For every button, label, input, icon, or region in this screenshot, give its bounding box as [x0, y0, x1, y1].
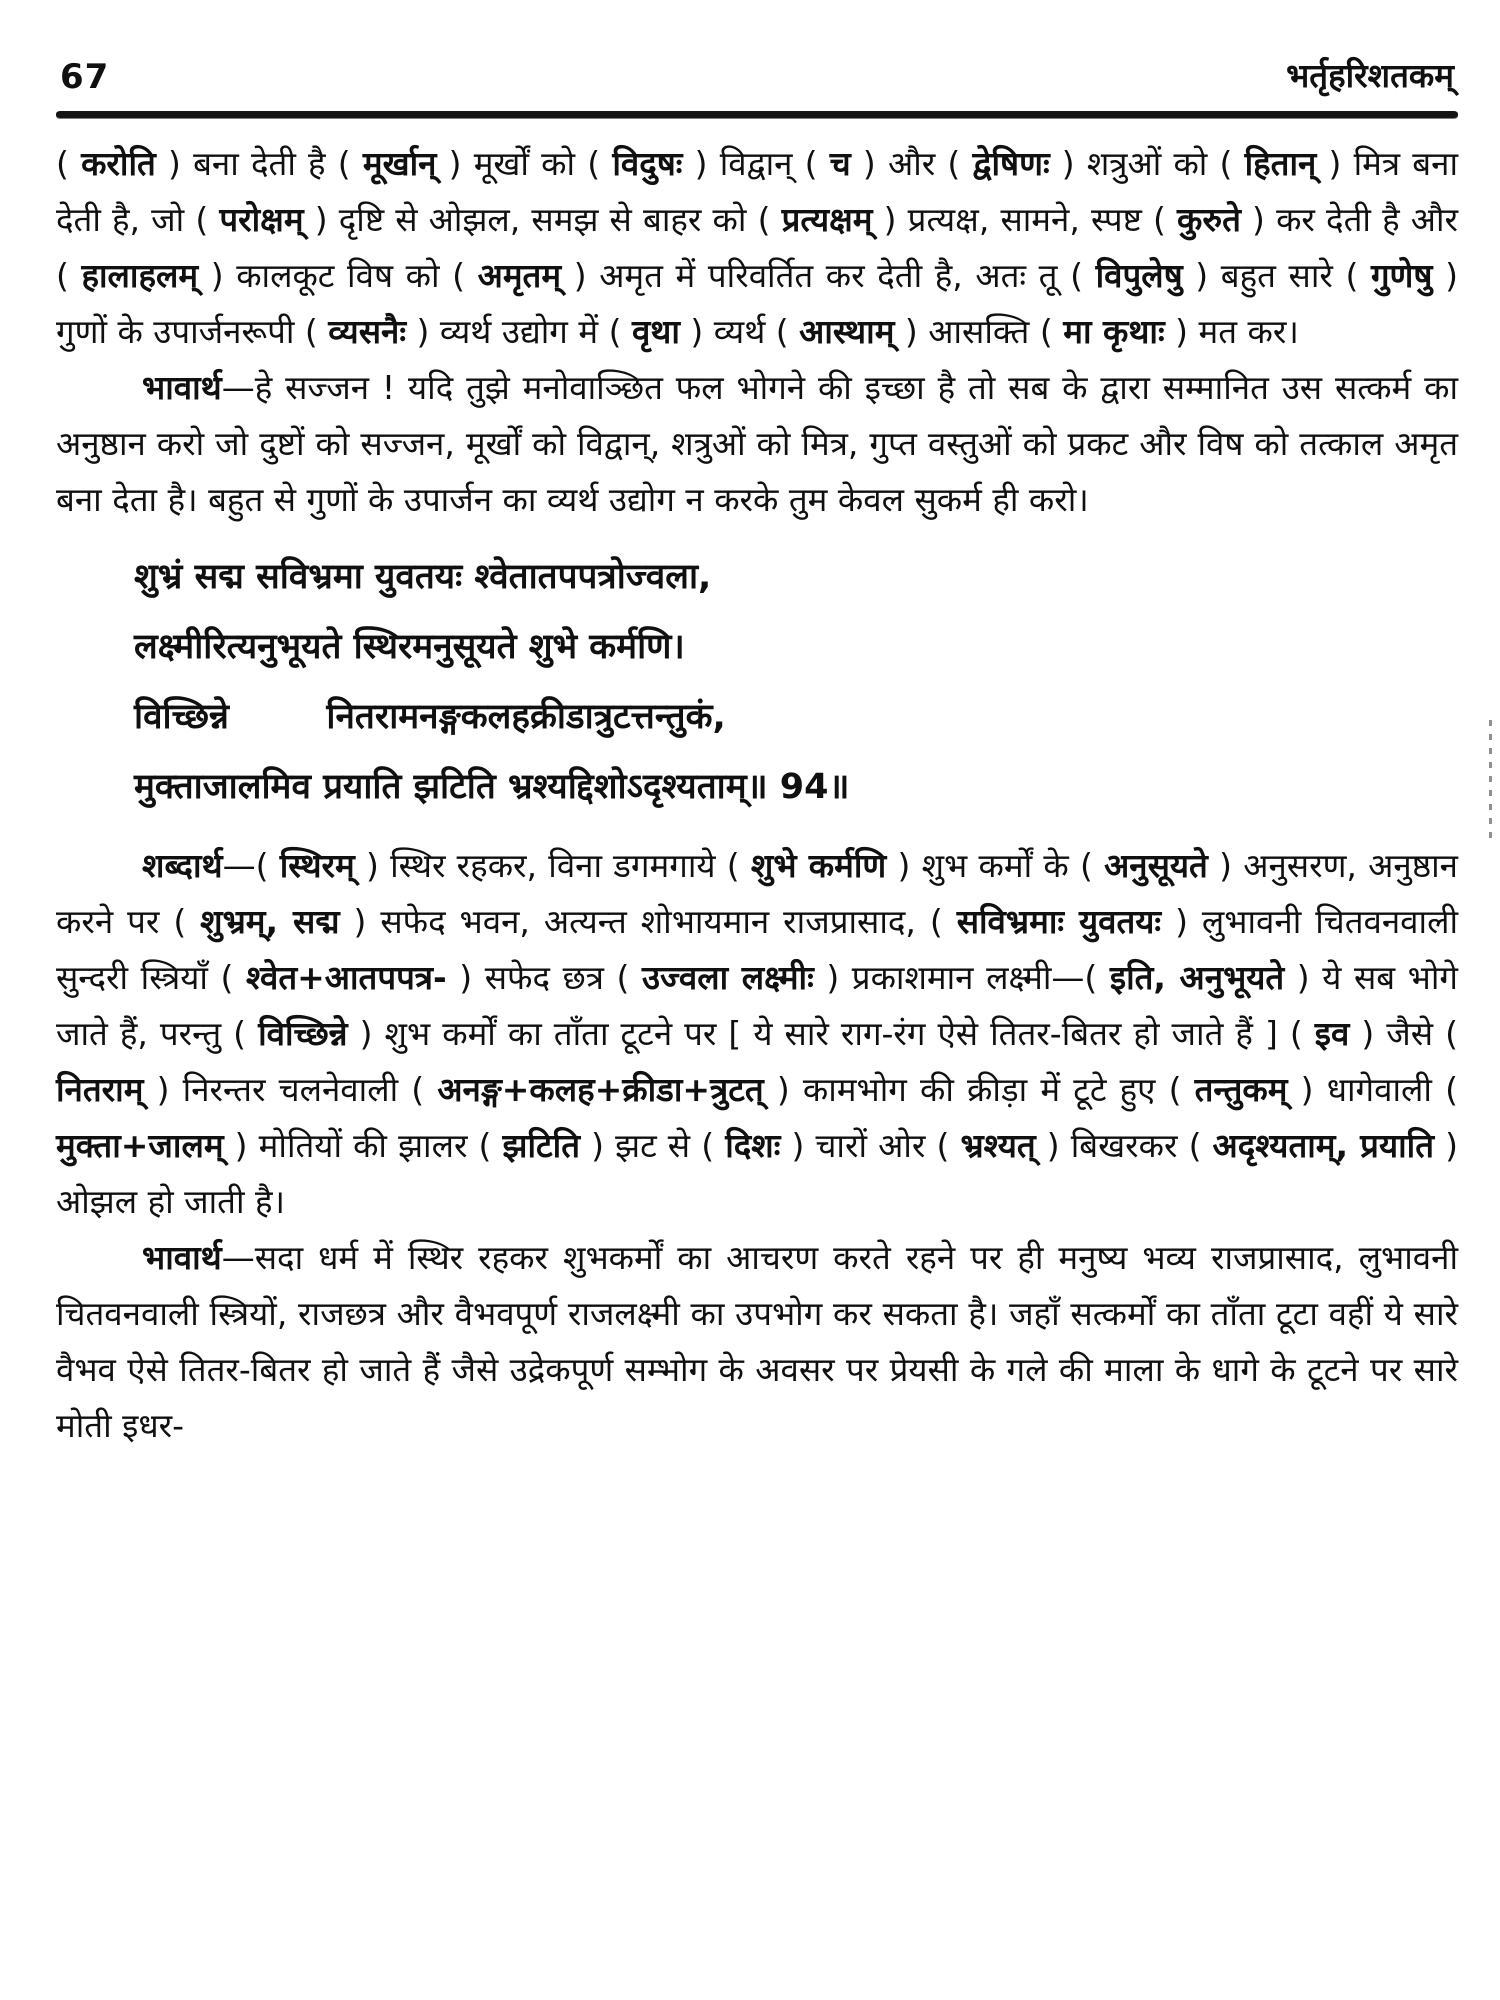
verse-line: लक्ष्मीरित्यनुभूयते स्थिरमनुसूयते शुभे कर्मणि। — [134, 627, 685, 667]
page-body — [56, 136, 1458, 1454]
page-number: 67 — [60, 57, 110, 97]
paragraph-bhavartha-verse94: भावार्थ—सदा धर्म में स्थिर रहकर शुभकर्मों का आचरण करते रहने पर ही मनुष्य भव्य राजप्रासाद, लुभावनी चितवनवाली स्त्रियों, राजछत्र और वैभवपूर्ण राजलक्ष्मी का उपभोग कर सकता है। जहाँ सत्कर्मों का ताँता टूटा वहीं ये सारे वैभव ऐसे तितर-बितर हो जाते हैं जैसे उद्रेकपूर्ण सम्भोग के अवसर पर प्रेयसी के गले की माला के धागे के टूटने पर सारे मोती इधर- — [56, 1238, 1458, 1445]
verse-line: मुक्ताजालमिव प्रयाति झटिति भ्रश्यद्दिशोऽदृश्यताम्॥ 94॥ — [134, 767, 850, 807]
scan-artifact-mark — [1489, 720, 1492, 840]
verse-94 — [134, 542, 1458, 822]
paragraph-bhavartha-verse93: भावार्थ—हे सज्जन ! यदि तुझे मनोवाञ्छित फल भोगने की इच्छा है तो सब के द्वारा सम्मानित उस सत्कर्म का अनुष्ठान करो जो दुष्टों को सज्जन, मूर्खों को विद्वान्, शत्रुओं को मित्र, गुप्त वस्तुओं को प्रकट और विष को तत्काल अमृत बना देता है। बहुत से गुणों के उपार्जन का व्यर्थ उद्योग न करके तुम केवल सुकर्म ही करो। — [56, 368, 1459, 519]
verse-line: शुभ्रं सद्म सविभ्रमा युवतयः श्वेतातपपत्रोज्वला, — [134, 557, 712, 597]
verse-line: विच्छिन्ने नितरामनङ्गकलहक्रीडात्रुटत्तन्तुकं, — [134, 697, 726, 737]
book-title: भर्तृहरिशतकम् — [1286, 56, 1454, 95]
paragraph-shabdartha-verse93: ( करोति ) बना देती है ( मूर्खान् ) मूर्खों को ( विदुषः ) विद्वान् ( च ) और ( द्वेषिणः ) शत्रुओं को ( हितान् ) मित्र बना देती है, जो ( परोक्षम् ) दृष्टि से ओझल, समझ से बाहर को ( प्रत्यक्षम् ) प्रत्यक्ष, सामने, स्पष्ट ( कुरुते ) कर देती है और ( हालाहलम् ) कालकूट विष को ( अमृतम् ) अमृत में परिवर्तित कर देती है, अतः तू ( विपुलेषु ) बहुत सारे ( गुणेषु ) गुणों के उपार्जनरूपी ( व्यसनैः ) व्यर्थ उद्योग में ( वृथा ) व्यर्थ ( आस्थाम् ) आसक्ति ( मा कृथाः ) मत कर। — [56, 144, 1459, 351]
paragraph-shabdartha-verse94: शब्दार्थ—( स्थिरम् ) स्थिर रहकर, विना डगमगाये ( शुभे कर्मणि ) शुभ कर्मों के ( अनुसूयते ) अनुसरण, अनुष्ठान करने पर ( शुभ्रम्, सद्म ) सफेद भवन, अत्यन्त शोभायमान राजप्रासाद, ( सविभ्रमाः युवतयः ) लुभावनी चितवनवाली सुन्दरी स्त्रियाँ ( श्वेत+आतपपत्र- ) सफेद छत्र ( उज्वला लक्ष्मीः ) प्रकाशमान लक्ष्मी—( इति, अनुभूयते ) ये सब भोगे जाते हैं, परन्तु ( विच्छिन्ने ) शुभ कर्मों का ताँता टूटने पर [ ये सारे राग-रंग ऐसे तितर-बितर हो जाते हैं ] ( इव ) जैसे ( नितराम् ) निरन्तर चलनेवाली ( अनङ्ग+कलह+क्रीडा+त्रुटत् ) कामभोग की क्रीड़ा में टूटे हुए ( तन्तुकम् ) धागेवाली ( मुक्ता+जालम् ) मोतियों की झालर ( झटिति ) झट से ( दिशः ) चारों ओर ( भ्रश्यत् ) बिखरकर ( अदृश्यताम्, प्रयाति ) ओझल हो जाती है। — [56, 846, 1459, 1221]
header-rule — [56, 111, 1458, 118]
page-header — [56, 42, 1458, 97]
